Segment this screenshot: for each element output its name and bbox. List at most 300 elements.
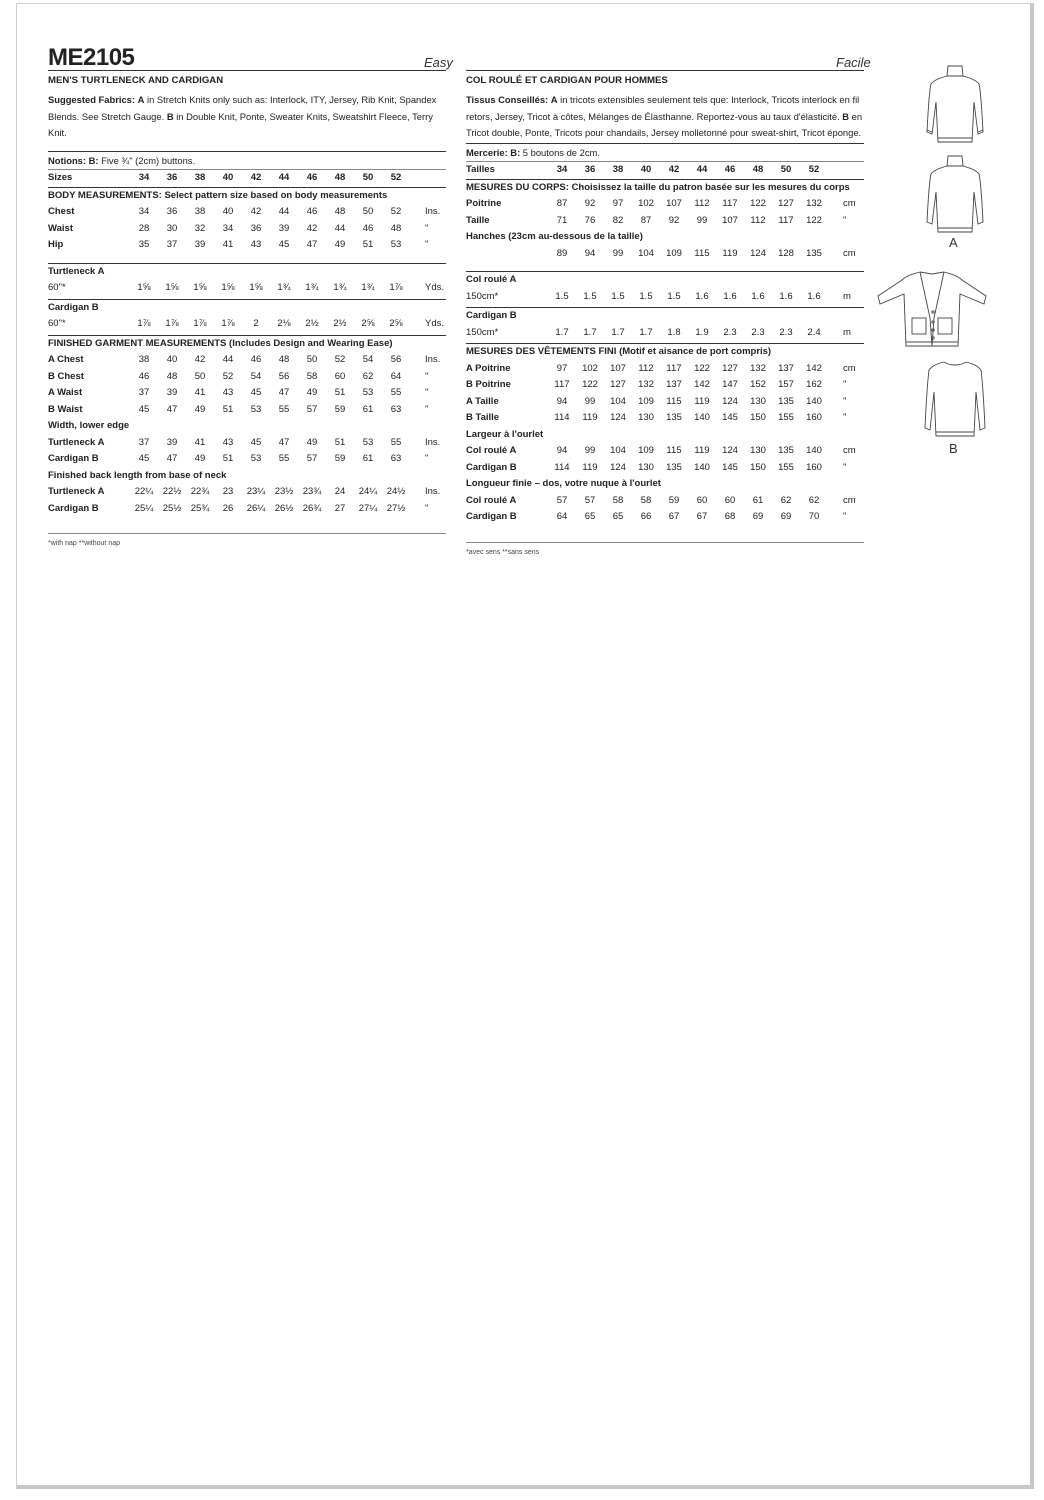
row-value: 67 (696, 511, 708, 522)
measurement-row (48, 501, 446, 518)
row-value: 119 (582, 412, 598, 423)
row-value: 34 (138, 206, 150, 217)
row-value: 119 (722, 247, 738, 259)
row-value: 55 (390, 387, 402, 398)
view-b-label: B (949, 441, 958, 456)
row-unit: cm (843, 494, 856, 506)
row-value: 46 (250, 354, 262, 365)
row-value: 142 (694, 379, 710, 390)
row-value: 59 (334, 453, 346, 464)
row-value: 117 (666, 362, 682, 374)
measurement-row (466, 196, 864, 213)
row-unit: " (843, 412, 847, 423)
row-value: 1¾ (305, 282, 319, 293)
size-value: 40 (222, 172, 234, 183)
row-value: 53 (250, 403, 262, 415)
size-value: 34 (556, 164, 568, 175)
row-unit: " (843, 379, 847, 390)
row-value: 59 (668, 494, 680, 506)
yardage-b-title-fr: Cardigan B (466, 310, 517, 321)
row-value: 1.5 (555, 290, 569, 302)
row-value: 24 (334, 486, 346, 497)
width-title-en: Width, lower edge (48, 420, 130, 431)
row-value: 60 (334, 370, 346, 382)
row-label: Cardigan B (466, 511, 517, 522)
row-unit: cm (843, 198, 856, 209)
row-value: 97 (556, 362, 568, 374)
row-unit: cm (843, 247, 856, 259)
row-value: 1⅞ (389, 282, 403, 293)
row-value: 109 (638, 395, 654, 407)
row-value: 54 (250, 370, 262, 382)
row-value: 44 (334, 222, 346, 234)
row-value: 25½ (162, 502, 182, 514)
row-value: 47 (278, 387, 290, 398)
row-value: 107 (666, 198, 682, 209)
measurement-row (48, 221, 446, 238)
row-value: 51 (222, 453, 234, 464)
row-value: 132 (750, 362, 766, 374)
row-value: 145 (722, 412, 738, 423)
row-value: 2.3 (723, 326, 737, 338)
row-value: 27½ (386, 502, 406, 514)
measurement-row (466, 410, 864, 427)
row-value: 1¾ (361, 282, 375, 293)
row-label: A Taille (466, 395, 499, 407)
row-value: 48 (334, 206, 346, 217)
row-value: 53 (390, 239, 402, 250)
row-value: 157 (778, 379, 794, 390)
row-value: 51 (222, 403, 234, 415)
row-value: 26½ (274, 502, 294, 514)
view-a-label: A (949, 235, 958, 250)
row-value: 45 (250, 387, 262, 398)
row-value: 1⅝ (165, 282, 179, 293)
row-value: 24¼ (358, 486, 378, 497)
row-label: Turtleneck A (48, 486, 105, 497)
row-value: 130 (750, 445, 766, 456)
row-value: 43 (222, 436, 234, 448)
row-value: 43 (250, 239, 262, 250)
row-value: 117 (722, 198, 738, 209)
row-value: 109 (666, 247, 682, 259)
row-value: 51 (334, 387, 346, 398)
row-label: 60"* (48, 318, 66, 329)
measurement-row (466, 460, 864, 477)
size-value: 36 (166, 172, 178, 183)
measurement-row (48, 280, 446, 297)
row-unit: Ins. (425, 436, 441, 448)
row-value: 122 (582, 379, 598, 390)
row-value: 61 (362, 403, 374, 415)
row-value: 48 (278, 354, 290, 365)
row-value: 112 (694, 198, 710, 209)
sizes-label: Tailles (466, 164, 495, 175)
size-value: 42 (668, 164, 680, 175)
measurement-row (466, 361, 864, 378)
title-fr: COL ROULÉ ET CARDIGAN POUR HOMMES (466, 75, 668, 86)
row-value: 155 (778, 412, 794, 423)
row-value: 102 (638, 198, 654, 209)
row-unit: " (843, 511, 847, 522)
row-label: Chest (48, 206, 75, 217)
row-value: 55 (278, 403, 290, 415)
row-unit: m (843, 326, 851, 338)
row-value: 137 (778, 362, 794, 374)
length-title-fr: Longueur finie – dos, votre nuque à l'ourlet (466, 478, 661, 489)
row-value: 132 (806, 198, 822, 209)
row-value: 1¾ (333, 282, 347, 293)
row-value: 1.6 (807, 290, 821, 302)
row-value: 99 (584, 395, 596, 407)
row-value: 27¼ (358, 502, 378, 514)
row-value: 52 (334, 354, 346, 365)
size-value: 52 (808, 164, 820, 175)
row-label: B Chest (48, 370, 84, 382)
row-value: 39 (166, 436, 178, 448)
row-value: 37 (166, 239, 178, 250)
row-value: 61 (752, 494, 764, 506)
row-value: 58 (306, 370, 318, 382)
cardigan-front-illustration (876, 266, 988, 350)
row-value: 160 (806, 461, 822, 473)
row-value: 1⅝ (137, 282, 151, 293)
row-value: 55 (390, 436, 402, 448)
row-value: 69 (780, 511, 792, 522)
size-value: 44 (278, 172, 290, 183)
measurement-row (466, 394, 864, 411)
row-value: 57 (306, 403, 318, 415)
row-value: 45 (250, 436, 262, 448)
row-value: 57 (306, 453, 318, 464)
notions-fr: Mercerie: B: 5 boutons de 2cm. (466, 146, 600, 158)
row-value: 44 (278, 206, 290, 217)
row-value: 32 (194, 222, 206, 234)
row-value: 109 (638, 445, 654, 456)
sizes-label: Sizes (48, 172, 73, 183)
row-value: 42 (306, 222, 318, 234)
row-value: 104 (610, 445, 626, 456)
measurement-row (48, 484, 446, 501)
cardigan-back-illustration (920, 356, 990, 440)
row-value: 1.6 (779, 290, 793, 302)
row-value: 130 (750, 395, 766, 407)
row-value: 28 (138, 222, 150, 234)
measurement-row (466, 377, 864, 394)
length-title-en: Finished back length from base of neck (48, 469, 227, 481)
row-value: 1⅞ (221, 318, 235, 329)
row-value: 2½ (305, 318, 319, 329)
row-value: 150 (750, 461, 766, 473)
pattern-code: ME2105 (48, 44, 135, 71)
row-label: A Chest (48, 354, 84, 365)
difficulty-level-en: Easy (424, 55, 453, 70)
row-unit: Ins. (425, 354, 441, 365)
size-value: 50 (780, 164, 792, 175)
row-value: 62 (362, 370, 374, 382)
row-value: 45 (138, 403, 150, 415)
row-unit: " (425, 403, 429, 415)
row-value: 48 (390, 222, 402, 234)
notions-en: Notions: B: Five ¾" (2cm) buttons. (48, 154, 196, 166)
row-value: 40 (166, 354, 178, 365)
row-value: 49 (306, 436, 318, 448)
row-value: 2 (253, 318, 259, 329)
row-value: 114 (554, 461, 570, 473)
row-value: 127 (722, 362, 738, 374)
size-value: 34 (138, 172, 150, 183)
row-value: 150 (750, 412, 766, 423)
row-value: 61 (362, 453, 374, 464)
row-value: 46 (362, 222, 374, 234)
finished-title-en: FINISHED GARMENT MEASUREMENTS (Includes Design and Wearing Ease) (48, 337, 393, 349)
row-value: 107 (610, 362, 626, 374)
row-value: 22¼ (134, 486, 154, 497)
row-value: 1.5 (611, 290, 625, 302)
row-value: 76 (584, 214, 596, 226)
row-value: 1.7 (555, 326, 569, 338)
row-value: 92 (584, 198, 596, 209)
row-label: B Waist (48, 403, 83, 415)
english-column (48, 70, 446, 550)
measurement-row (466, 493, 864, 510)
row-value: 26 (222, 502, 234, 514)
body-title-fr: MESURES DU CORPS: Choisissez la taille du patron basée sur les mesures du corps (466, 181, 850, 193)
row-value: 25¼ (134, 502, 154, 514)
row-value: 2⅛ (277, 318, 291, 329)
row-value: 50 (306, 354, 318, 365)
row-value: 1⅝ (249, 282, 263, 293)
sizes-row (466, 162, 864, 179)
measurement-row (466, 325, 864, 342)
row-value: 53 (250, 453, 262, 464)
row-unit: Ins. (425, 206, 441, 217)
row-value: 47 (166, 403, 178, 415)
row-value: 1.7 (611, 326, 625, 338)
row-value: 25¾ (190, 502, 210, 514)
row-value: 122 (806, 214, 822, 226)
row-value: 119 (582, 461, 598, 473)
row-value: 22½ (162, 486, 182, 497)
row-value: 23¼ (246, 486, 266, 497)
row-value: 162 (806, 379, 822, 390)
measurement-row (48, 316, 446, 333)
row-value: 145 (722, 461, 738, 473)
measurement-row (466, 509, 864, 526)
row-value: 39 (194, 239, 206, 250)
row-value: 44 (222, 354, 234, 365)
size-value: 52 (390, 172, 402, 183)
row-value: 1⅝ (221, 282, 235, 293)
row-value: 30 (166, 222, 178, 234)
row-value: 42 (250, 206, 262, 217)
row-value: 67 (668, 511, 680, 522)
row-value: 62 (808, 494, 820, 506)
row-value: 49 (334, 239, 346, 250)
row-value: 147 (722, 379, 738, 390)
fabrics-en: Suggested Fabrics: A in Stretch Knits only such as: Interlock, ITY, Jersey, Rib Knit, Spandex Blends. See Stretch Gauge. B in Double Knit, Ponte, Sweater Knits, Sweatshirt Fleece, Terry Knit. (48, 94, 437, 138)
row-value: 87 (640, 214, 652, 226)
row-value: 52 (390, 206, 402, 217)
row-value: 37 (138, 436, 150, 448)
row-value: 54 (362, 354, 374, 365)
yardage-b-title-en: Cardigan B (48, 301, 99, 313)
measurement-row (48, 204, 446, 221)
row-value: 70 (808, 511, 820, 522)
measurement-row (48, 352, 446, 369)
row-value: 2½ (333, 318, 347, 329)
row-value: 1¾ (277, 282, 291, 293)
row-value: 94 (556, 445, 568, 456)
body-title-en: BODY MEASUREMENTS: Select pattern size based on body measurements (48, 189, 388, 201)
row-value: 53 (362, 387, 374, 398)
row-value: 128 (778, 247, 794, 259)
measurement-row (466, 289, 864, 306)
row-value: 124 (610, 461, 626, 473)
row-value: 119 (694, 395, 710, 407)
row-label: Taille (466, 214, 490, 226)
row-value: 47 (166, 453, 178, 464)
row-value: 40 (222, 206, 234, 217)
row-value: 107 (722, 214, 738, 226)
row-value: 1.5 (667, 290, 681, 302)
row-unit: " (425, 222, 429, 234)
fabrics-fr: Tissus Conseillés: A in tricots extensibles seulement tels que: Interlock, Tricots interlock en fil retors, Jersey, Tricot à côtes, Mélanges de Élasthanne. Reportez-vous au taux d'élasticité. B en Tricot double, Ponte, Tricots pour chandails, Jersey molletonné pour sweat-shirt, Tricot éponge. (466, 94, 863, 138)
row-value: 135 (778, 445, 794, 456)
row-value: 24½ (386, 486, 406, 497)
row-value: 47 (278, 436, 290, 448)
row-value: 2.3 (779, 326, 793, 338)
row-value: 99 (584, 445, 596, 456)
row-value: 92 (668, 214, 680, 226)
row-label: Cardigan B (48, 453, 99, 464)
row-value: 1.7 (583, 326, 597, 338)
row-unit: Yds. (425, 318, 445, 329)
row-value: 94 (584, 247, 596, 259)
row-value: 135 (666, 461, 682, 473)
row-value: 26¾ (302, 502, 322, 514)
row-value: 59 (334, 403, 346, 415)
row-value: 117 (778, 214, 794, 226)
row-value: 58 (612, 494, 624, 506)
row-value: 87 (556, 198, 568, 209)
row-value: 36 (166, 206, 178, 217)
row-value: 102 (582, 362, 598, 374)
row-value: 137 (666, 379, 682, 390)
row-value: 152 (750, 379, 766, 390)
row-value: 140 (806, 395, 822, 407)
row-unit: " (843, 461, 847, 473)
row-value: 49 (306, 387, 318, 398)
row-value: 65 (612, 511, 624, 522)
size-value: 44 (696, 164, 708, 175)
row-value: 1⅞ (137, 318, 151, 329)
row-value: 51 (334, 436, 346, 448)
row-value: 1.8 (667, 326, 681, 338)
row-value: 160 (806, 412, 822, 423)
row-value: 114 (554, 412, 570, 423)
row-value: 2⅝ (389, 318, 403, 329)
row-value: 63 (390, 453, 402, 464)
hip-title-fr: Hanches (23cm au-dessous de la taille) (466, 231, 643, 242)
row-value: 2.3 (751, 326, 765, 338)
row-value: 122 (750, 198, 766, 209)
row-unit: " (425, 239, 429, 250)
size-value: 46 (306, 172, 318, 183)
row-value: 45 (278, 239, 290, 250)
row-value: 38 (194, 206, 206, 217)
row-value: 49 (194, 403, 206, 415)
row-value: 82 (612, 214, 624, 226)
row-value: 115 (666, 395, 682, 407)
row-value: 97 (612, 198, 624, 209)
row-value: 94 (556, 395, 568, 407)
row-label: Hip (48, 239, 64, 250)
row-value: 99 (696, 214, 708, 226)
size-value: 48 (334, 172, 346, 183)
row-value: 60 (696, 494, 708, 506)
measurement-row (466, 443, 864, 460)
row-value: 42 (194, 354, 206, 365)
row-value: 130 (638, 412, 654, 423)
row-value: 50 (362, 206, 374, 217)
size-value: 48 (752, 164, 764, 175)
row-value: 64 (556, 511, 568, 522)
row-label: Waist (48, 222, 73, 234)
row-unit: " (425, 453, 429, 464)
row-value: 112 (638, 362, 654, 374)
size-value: 42 (250, 172, 262, 183)
row-label: Cardigan B (466, 461, 517, 473)
row-value: 56 (278, 370, 290, 382)
row-value: 51 (362, 239, 374, 250)
finished-title-fr: MESURES DES VÊTEMENTS FINI (Motif et aisance de port compris) (466, 346, 772, 357)
row-value: 2.4 (807, 326, 821, 338)
row-value: 1.6 (723, 290, 737, 302)
row-value: 49 (194, 453, 206, 464)
row-value: 155 (778, 461, 794, 473)
row-value: 127 (778, 198, 794, 209)
row-value: 69 (752, 511, 764, 522)
row-unit: Ins. (425, 486, 441, 497)
row-value: 52 (222, 370, 234, 382)
row-value: 112 (750, 214, 766, 226)
row-value: 60 (724, 494, 736, 506)
row-value: 64 (390, 370, 402, 382)
row-value: 1.5 (639, 290, 653, 302)
title-en: MEN'S TURTLENECK AND CARDIGAN (48, 75, 224, 86)
row-label: Turtleneck A (48, 436, 105, 448)
row-value: 135 (778, 395, 794, 407)
row-value: 1⅞ (165, 318, 179, 329)
row-value: 63 (390, 403, 402, 415)
row-value: 119 (694, 445, 710, 456)
row-value: 132 (638, 379, 654, 390)
row-value: 26¼ (246, 502, 266, 514)
row-value: 99 (612, 247, 624, 259)
row-value: 104 (638, 247, 654, 259)
row-value: 117 (554, 379, 570, 390)
size-value: 38 (194, 172, 206, 183)
turtleneck-back-illustration (922, 152, 988, 236)
row-value: 1⅝ (193, 282, 207, 293)
row-unit: " (425, 387, 429, 398)
row-value: 62 (780, 494, 792, 506)
row-value: 124 (722, 445, 738, 456)
row-value: 39 (166, 387, 178, 398)
measurement-row (48, 402, 446, 419)
turtleneck-front-illustration (922, 62, 988, 146)
